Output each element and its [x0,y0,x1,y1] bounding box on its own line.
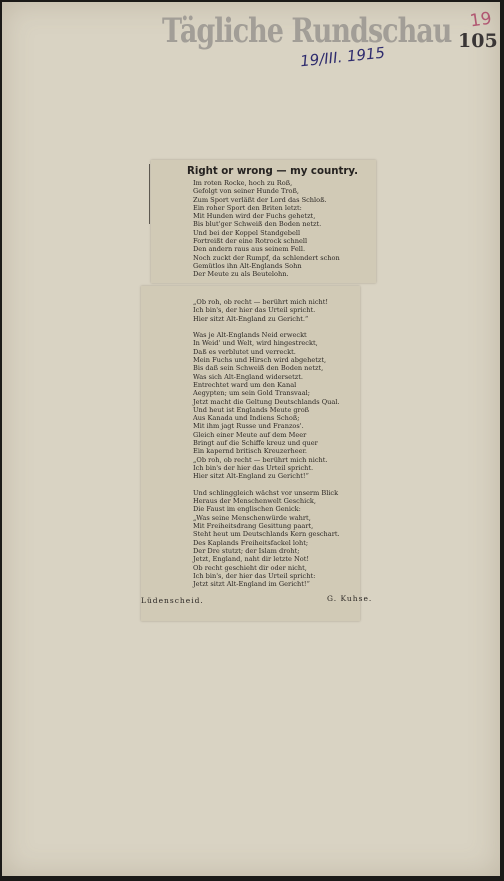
poem-line: Und heut ist Englands Meute groß [193,405,310,414]
poem-line: Ein kapernd britisch Kreuzerheer. [193,447,308,456]
clipping-bottom [141,286,373,621]
clipping-top [151,160,376,283]
poem-line: Die Faust im englischen Genick: [193,505,301,514]
poem-line: Entrechtet ward um den Kanal [193,380,297,389]
poem-line: Ob recht geschieht dir oder nicht, [193,563,307,572]
poem-line: „Was seine Menschenwürde wahrt, [193,513,311,522]
poem-line: In Weid' und Welt, wird hingestreckt, [193,339,318,348]
poem-line: Und bei der Koppel Standgebell [193,228,301,237]
poem-line: Heraus der Menschenwelt Geschick, [193,497,316,506]
poem-line: Ich bin's der hier das Urteil spricht. [193,463,314,472]
poem-line: Gemütlos ihn Alt-Englands Sohn [193,261,302,270]
poem-line: Der Meute zu als Beutelohn. [193,270,289,279]
poem-line: Ich bin's, der hier das Urteil spricht: [193,571,316,580]
poem-line: Noch zuckt der Rumpf, da schlendert schon [193,253,340,262]
poem-title: Right or wrong — my country. [187,166,358,177]
poem-line: Mein Fuchs und Hirsch wird abgehetzt, [193,356,327,365]
poem-line: Gleich einer Meute auf dem Meer [193,430,307,439]
poem-line: Gefolgt von seiner Hunde Troß, [193,187,299,196]
poem-line: Mit Freiheitsdrang Gesittung paart, [193,522,314,531]
poem-line: Daß es verblutet und verreckt. [193,347,296,356]
poem-line: Steht heut um Deutschlands Kern geschart. [193,530,340,539]
poem-line: Den andern raus aus seinem Fell. [193,245,306,254]
poem-line: „Ob roh, ob recht — berührt mich nicht! [193,298,329,306]
poem-line: Zum Sport verläßt der Lord das Schloß. [193,195,327,204]
poem-line: Im roten Rocke, hoch zu Roß, [193,179,293,187]
poem-line: Mit ihm jagt Russe und Franzos'. [193,422,304,431]
poem-line: Jetzt sitzt Alt-England im Gericht!“ [193,580,310,589]
poem-line: Mit Hunden wird der Fuchs gehetzt, [193,212,316,221]
poem-line: Was je Alt-Englands Neid erweckt [193,331,307,340]
poem-line: Jetzt, England, naht dir letzte Not! [193,555,310,564]
poem-line: Was sich Alt-England widersetzt. [193,372,303,381]
poem-stanza-1 [193,179,340,279]
author-signature: G. Kuhse. [327,594,373,603]
poem-line: Ich bin's, der hier das Urteil spricht. [193,306,316,315]
stanza-gap [193,323,340,331]
poem-line: Aus Kanada und Indiens Schoß; [193,414,300,423]
poem-line: Des Kaplands Freiheitsfackel loht; [193,538,309,547]
poem-line: Jetzt macht die Geltung Deutschlands Qual. [193,397,340,406]
newspaper-stamp: Tägliche Rundschau [162,12,452,51]
place-signature: Lüdenscheid. [141,596,204,605]
archive-sheet [2,2,500,876]
page-number: 105 [458,30,498,52]
poem-line: Und schlinggleich wächst vor unserm Blick [193,488,339,497]
poem-line: Bis daß sein Schweiß den Boden netzt, [193,364,324,373]
handwritten-date: 19/III. 1915 [299,43,386,71]
poem-line: Der Dre stutzt; der Islam droht; [193,546,300,555]
poem-line: Ein roher Sport den Briten letzt: [193,203,302,212]
stanza-gap [193,481,340,489]
poem-line: Fortreißt der eine Rotrock schnell [193,237,308,246]
poem-line: Bringt auf die Schiffe kreuz und quer [193,439,318,448]
poem-line: Hier sitzt Alt-England zu Gericht.“ [193,314,309,323]
poem-line: Bis blut'ger Schweiß den Boden netzt. [193,220,322,229]
poem-line: Aegypten; um sein Gold Transvaal; [193,389,310,398]
poem-line: Hier sitzt Alt-England zu Gericht!“ [193,472,309,481]
poem-stanzas-2-3 [193,298,340,588]
pencil-mark: 19 [468,8,493,32]
poem-line: „Ob roh, ob recht — berührt mich nicht. [193,455,328,464]
